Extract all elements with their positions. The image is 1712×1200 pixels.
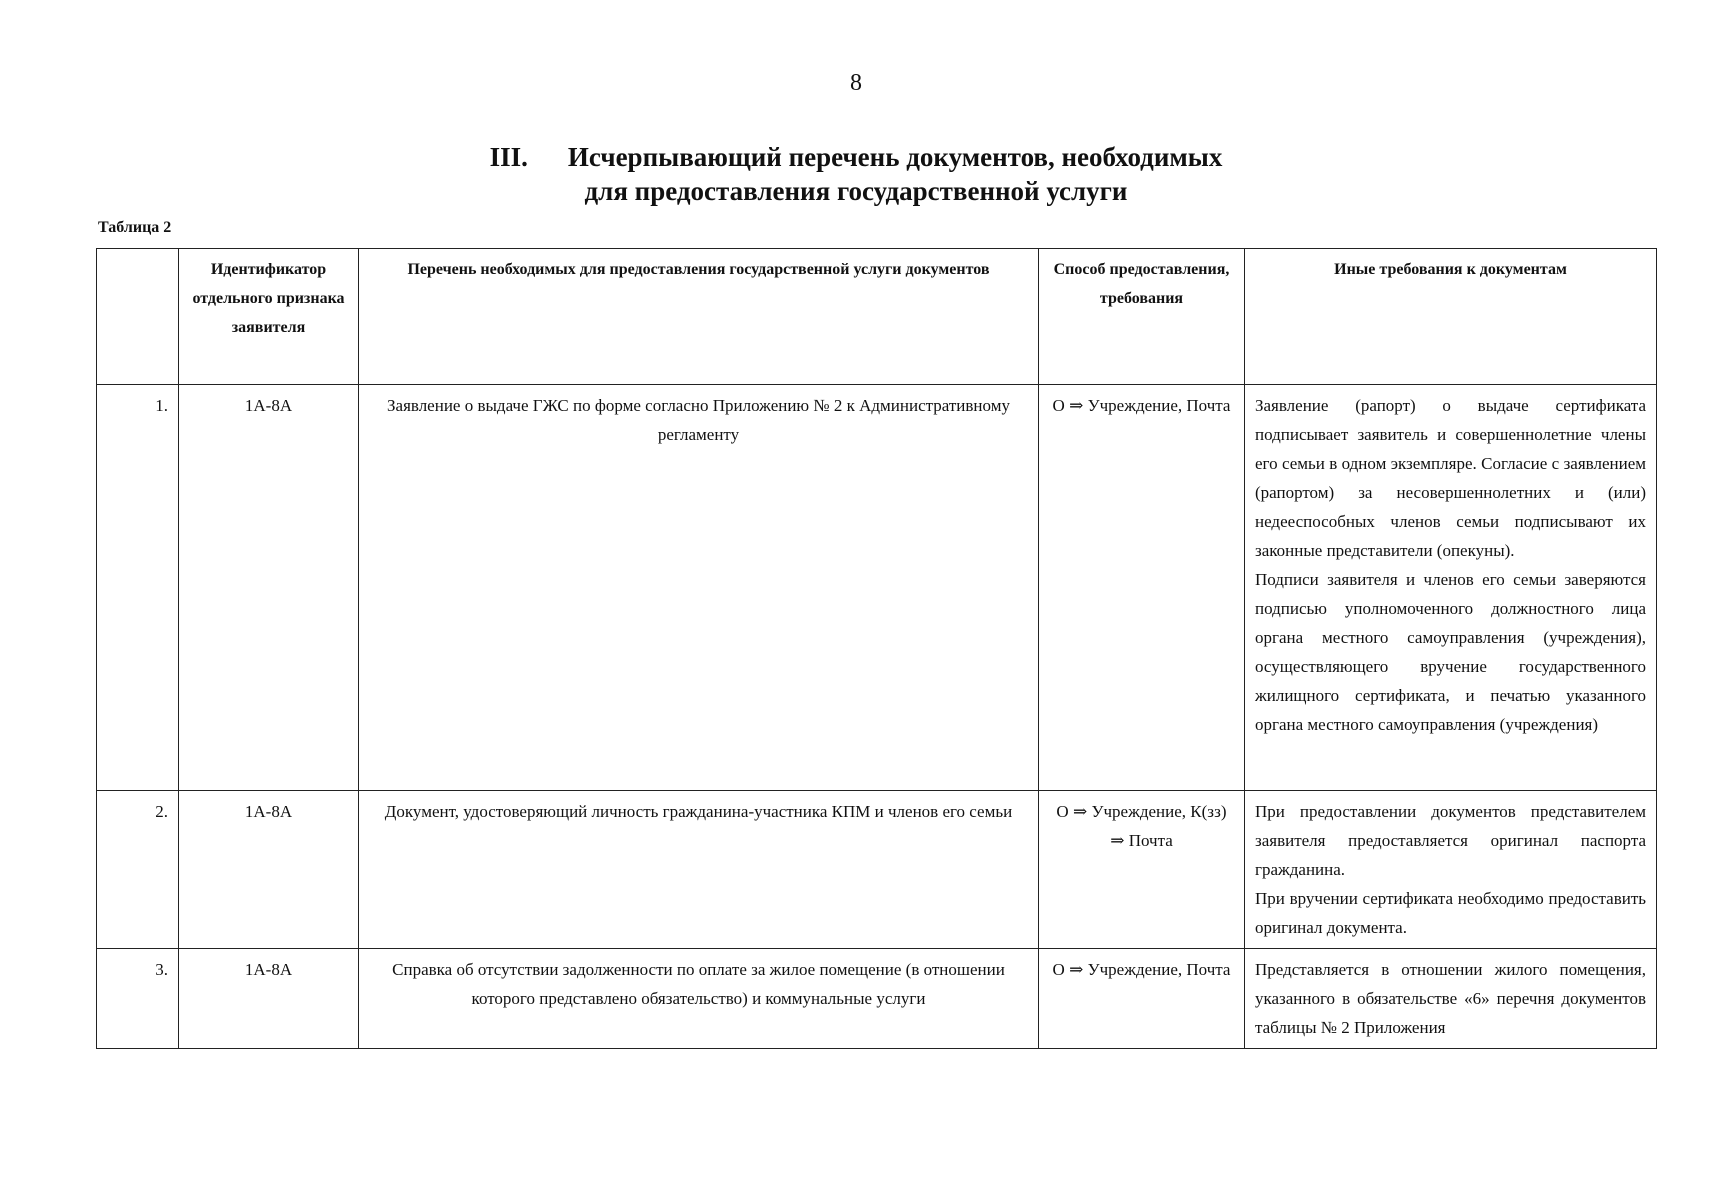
table-row: [97, 791, 1657, 949]
document-requirements: [1245, 949, 1657, 1049]
row-number: 1.: [97, 385, 179, 791]
page-number: 8: [850, 70, 862, 96]
document-requirements: [1245, 385, 1657, 791]
row-number: 3.: [97, 949, 179, 1049]
section-title: [0, 140, 1712, 208]
table-label: Таблица 2: [98, 219, 172, 236]
table-row: [97, 385, 1657, 791]
header-number: [97, 249, 179, 385]
document-name: Документ, удостоверяющий личность гражданина-участника КПМ и членов его семьи: [359, 791, 1039, 949]
header-other-requirements: Иные требования к документам: [1245, 249, 1657, 385]
submission-method: О ⇒ Учреждение, Почта: [1039, 385, 1245, 791]
submission-method: О ⇒ Учреждение, К(зз) ⇒ Почта: [1039, 791, 1245, 949]
document-name: Справка об отсутствии задолженности по оплате за жилое помещение (в отношении которого представлено обязательство) и коммунальные услуги: [359, 949, 1039, 1049]
table-header-row: [97, 249, 1657, 385]
applicant-identifier: 1А-8А: [179, 791, 359, 949]
header-document-list: Перечень необходимых для предоставления государственной услуги документов: [359, 249, 1039, 385]
row-number: 2.: [97, 791, 179, 949]
requirement-paragraph: Подписи заявителя и членов его семьи заверяются подписью уполномоченного должностного лица органа местного самоуправления (учреждения), осуществляющего вручение государственного жилищного сертификата, и печатью указанного органа местного самоуправления (учреждения): [1255, 570, 1646, 734]
section-title-text-1: Исчерпывающий перечень документов, необходимых: [567, 142, 1223, 172]
documents-table: [96, 248, 1657, 1049]
section-title-line-1: [0, 140, 1712, 174]
requirement-paragraph: При предоставлении документов представителем заявителя предоставляется оригинал паспорта гражданина.: [1255, 802, 1646, 879]
requirement-paragraph: Заявление (рапорт) о выдаче сертификата подписывает заявитель и совершеннолетние члены его семьи в одном экземпляре. Согласие с заявлением (рапортом) за несовершеннолетних и (или) недееспособных членов семьи подписывают их законные представители (опекуны).: [1255, 396, 1646, 560]
table-row: [97, 949, 1657, 1049]
requirement-paragraph: Представляется в отношении жилого помещения, указанного в обязательстве «6» перечня документов таблицы № 2 Приложения: [1255, 960, 1646, 1037]
applicant-identifier: 1А-8А: [179, 949, 359, 1049]
submission-method: О ⇒ Учреждение, Почта: [1039, 949, 1245, 1049]
applicant-identifier: 1А-8А: [179, 385, 359, 791]
requirement-paragraph: При вручении сертификата необходимо предоставить оригинал документа.: [1255, 889, 1646, 937]
header-method: Способ предоставления, требования: [1039, 249, 1245, 385]
section-roman-numeral: III.: [489, 142, 528, 172]
section-title-line-2: для предоставления государственной услуги: [584, 176, 1128, 206]
header-identifier: Идентификатор отдельного признака заявителя: [179, 249, 359, 385]
document-requirements: [1245, 791, 1657, 949]
document-name: Заявление о выдаче ГЖС по форме согласно Приложению № 2 к Административному регламенту: [359, 385, 1039, 791]
